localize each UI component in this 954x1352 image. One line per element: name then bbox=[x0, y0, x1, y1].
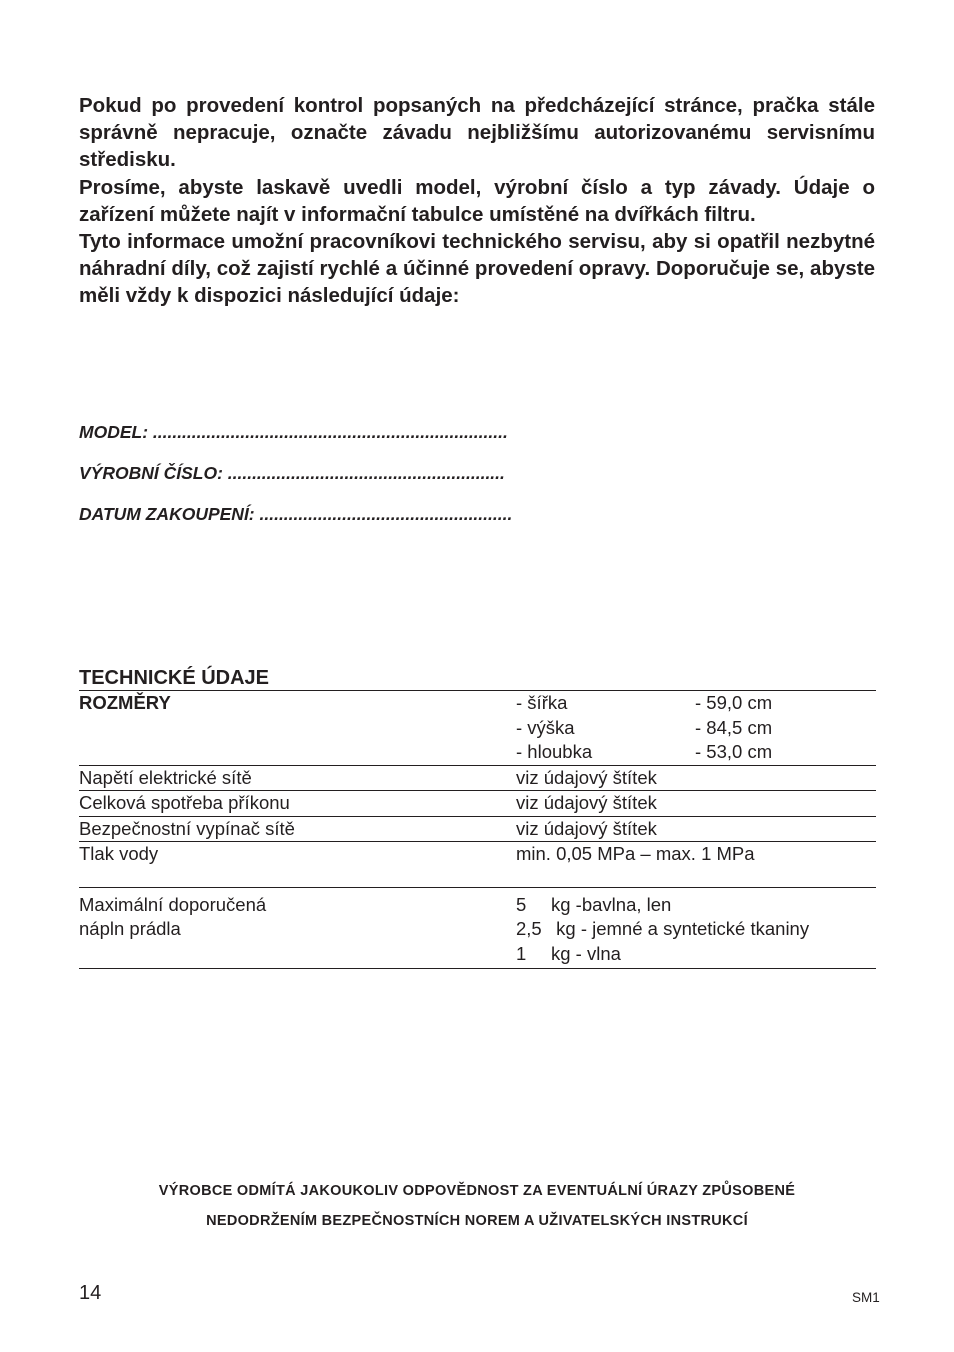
section-title: TECHNICKÉ ÚDAJE bbox=[79, 667, 270, 689]
dimension-name: - hloubka bbox=[516, 741, 593, 762]
liability-disclaimer bbox=[79, 1176, 875, 1236]
spec-value: viz údajový štítek bbox=[516, 816, 876, 842]
disclaimer-line: VÝROBCE ODMÍTÁ JAKOUKOLIV ODPOVĚDNOST ZA EVENTUÁLNÍ ÚRAZY ZPŮSOBENÉ bbox=[158, 1183, 796, 1199]
spec-label: Celková spotřeba příkonu bbox=[79, 791, 516, 817]
spacer-row bbox=[79, 867, 876, 888]
load-item bbox=[516, 917, 876, 942]
table-row bbox=[79, 842, 876, 867]
product-info-fields bbox=[79, 420, 619, 543]
dimension-value: - 53,0 cm bbox=[695, 741, 773, 762]
spec-label: Bezpečnostní vypínač sítě bbox=[79, 816, 516, 842]
technical-data-table bbox=[79, 690, 876, 969]
table-row bbox=[79, 765, 876, 791]
spec-label: Napětí elektrické sítě bbox=[79, 765, 516, 791]
max-load-label bbox=[79, 887, 516, 969]
load-quantity: 2,5 bbox=[516, 918, 542, 939]
table-row bbox=[79, 791, 876, 817]
dimensions-label: ROZMĚRY bbox=[79, 692, 171, 713]
table-row bbox=[79, 691, 876, 716]
dimension-value: - 84,5 cm bbox=[695, 716, 773, 738]
dimension-value: - 59,0 cm bbox=[695, 692, 773, 713]
model-field: MODEL: ......................................................................... bbox=[79, 422, 508, 442]
intro-text bbox=[79, 92, 875, 310]
disclaimer-line: NEDODRŽENÍM BEZPEČNOSTNÍCH NOREM A UŽIVATELSKÝCH INSTRUKCÍ bbox=[206, 1213, 748, 1229]
dimension-name: - šířka bbox=[516, 692, 568, 713]
table-row bbox=[79, 740, 876, 765]
document-code: SM1 bbox=[852, 1290, 880, 1305]
load-description: kg - vlna bbox=[551, 942, 621, 964]
intro-paragraph: Tyto informace umožní pracovníkovi technického servisu, aby si opatřil nezbytné náhradní díly, což zajistí rychlé a účinné provedení opravy. Doporučuje se, abyste měli vždy k dispozici následující údaje: bbox=[79, 230, 875, 308]
load-description: kg - jemné a syntetické tkaniny bbox=[556, 918, 810, 939]
page-number: 14 bbox=[79, 1282, 102, 1304]
table-row bbox=[79, 887, 876, 969]
technical-data-section bbox=[79, 666, 876, 969]
table-row bbox=[79, 816, 876, 842]
max-load-values bbox=[516, 887, 876, 969]
max-load-label-line: nápln prádla bbox=[79, 918, 181, 939]
dimension-name: - výška bbox=[516, 716, 575, 738]
max-load-label-line: Maximální doporučená bbox=[79, 893, 267, 915]
spec-value: viz údajový štítek bbox=[516, 791, 876, 817]
load-description: kg -bavlna, len bbox=[551, 893, 672, 915]
serial-number-field: VÝROBNÍ ČÍSLO: ......................................................... bbox=[79, 463, 505, 483]
spec-label: Tlak vody bbox=[79, 842, 516, 867]
load-item bbox=[516, 893, 876, 918]
load-quantity: 5 bbox=[516, 893, 527, 915]
intro-paragraph: Pokud po provedení kontrol popsaných na předcházející stránce, pračka stále správně nepracuje, označte závadu nejbližšímu autorizovanému servisnímu středisku. bbox=[79, 94, 875, 172]
table-row bbox=[79, 716, 876, 741]
load-item bbox=[516, 942, 876, 967]
spec-value: viz údajový štítek bbox=[516, 765, 876, 791]
load-quantity: 1 bbox=[516, 942, 527, 964]
spec-value: min. 0,05 MPa – max. 1 MPa bbox=[516, 842, 876, 867]
purchase-date-field: DATUM ZAKOUPENÍ: .................................................... bbox=[79, 504, 513, 524]
intro-paragraph: Prosíme, abyste laskavě uvedli model, výrobní číslo a typ závady. Údaje o zařízení můžete najít v informační tabulce umístěné na dvířkách filtru. bbox=[79, 175, 875, 226]
